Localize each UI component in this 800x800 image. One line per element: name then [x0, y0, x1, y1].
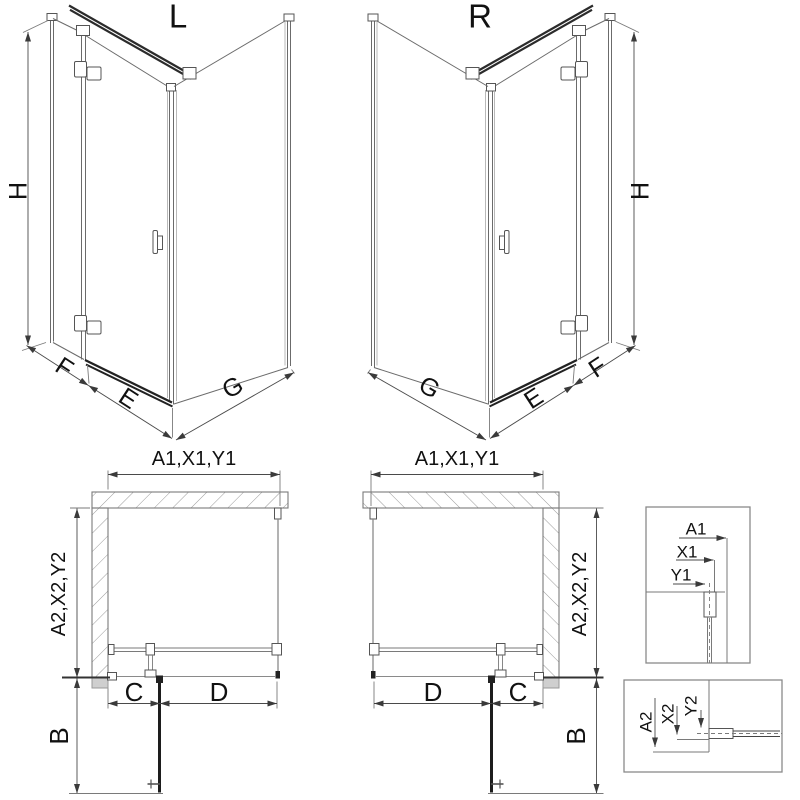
- iso-left-dim-e: E: [113, 382, 143, 415]
- plan-right-dim-d: D: [423, 677, 443, 707]
- plan-left-dim-depth: A2,X2,Y2: [48, 551, 70, 637]
- iso-left-title: L: [168, 0, 188, 35]
- iso-left-dim-h: H: [4, 181, 33, 201]
- open-door-plan: [148, 676, 164, 793]
- iso-right-dim-g: G: [413, 370, 445, 405]
- plan-left-drawing: [92, 471, 288, 793]
- plan-left-dim-d: D: [209, 677, 229, 707]
- iso-right-dim-e: E: [519, 382, 549, 415]
- iso-left-dim-g: G: [217, 370, 249, 405]
- plan-right-dim-c: C: [508, 677, 528, 707]
- plan-left-dim-width: A1,X1,Y1: [151, 448, 237, 470]
- iso-left-dim-f: F: [50, 351, 79, 384]
- iso-right-dim-f: F: [583, 351, 612, 384]
- detail-dim-a2: A2: [636, 711, 656, 733]
- plan-right-dim-b: B: [561, 727, 591, 745]
- detail-dim-x2: X2: [658, 703, 678, 725]
- door-handle: [153, 231, 163, 254]
- plan-right-dim-depth: A2,X2,Y2: [569, 551, 591, 637]
- plan-right-drawing: [363, 471, 559, 793]
- plan-right-dim-width: A1,X1,Y1: [414, 448, 500, 470]
- detail-dim-x1: X1: [676, 542, 698, 562]
- iso-right-dim-h: H: [626, 181, 655, 201]
- plan-left-dim-c: C: [124, 677, 144, 707]
- door-hinge-bottom: [75, 316, 102, 335]
- detail-dim-y2: Y2: [681, 695, 701, 717]
- iso-right-title: R: [468, 0, 492, 35]
- stabilizer-bar-plan: [109, 644, 282, 678]
- detail-dim-a1: A1: [685, 519, 707, 539]
- detail-dim-y1: Y1: [670, 565, 692, 585]
- plan-left-dim-b: B: [44, 727, 74, 745]
- door-hinge-top: [75, 62, 102, 81]
